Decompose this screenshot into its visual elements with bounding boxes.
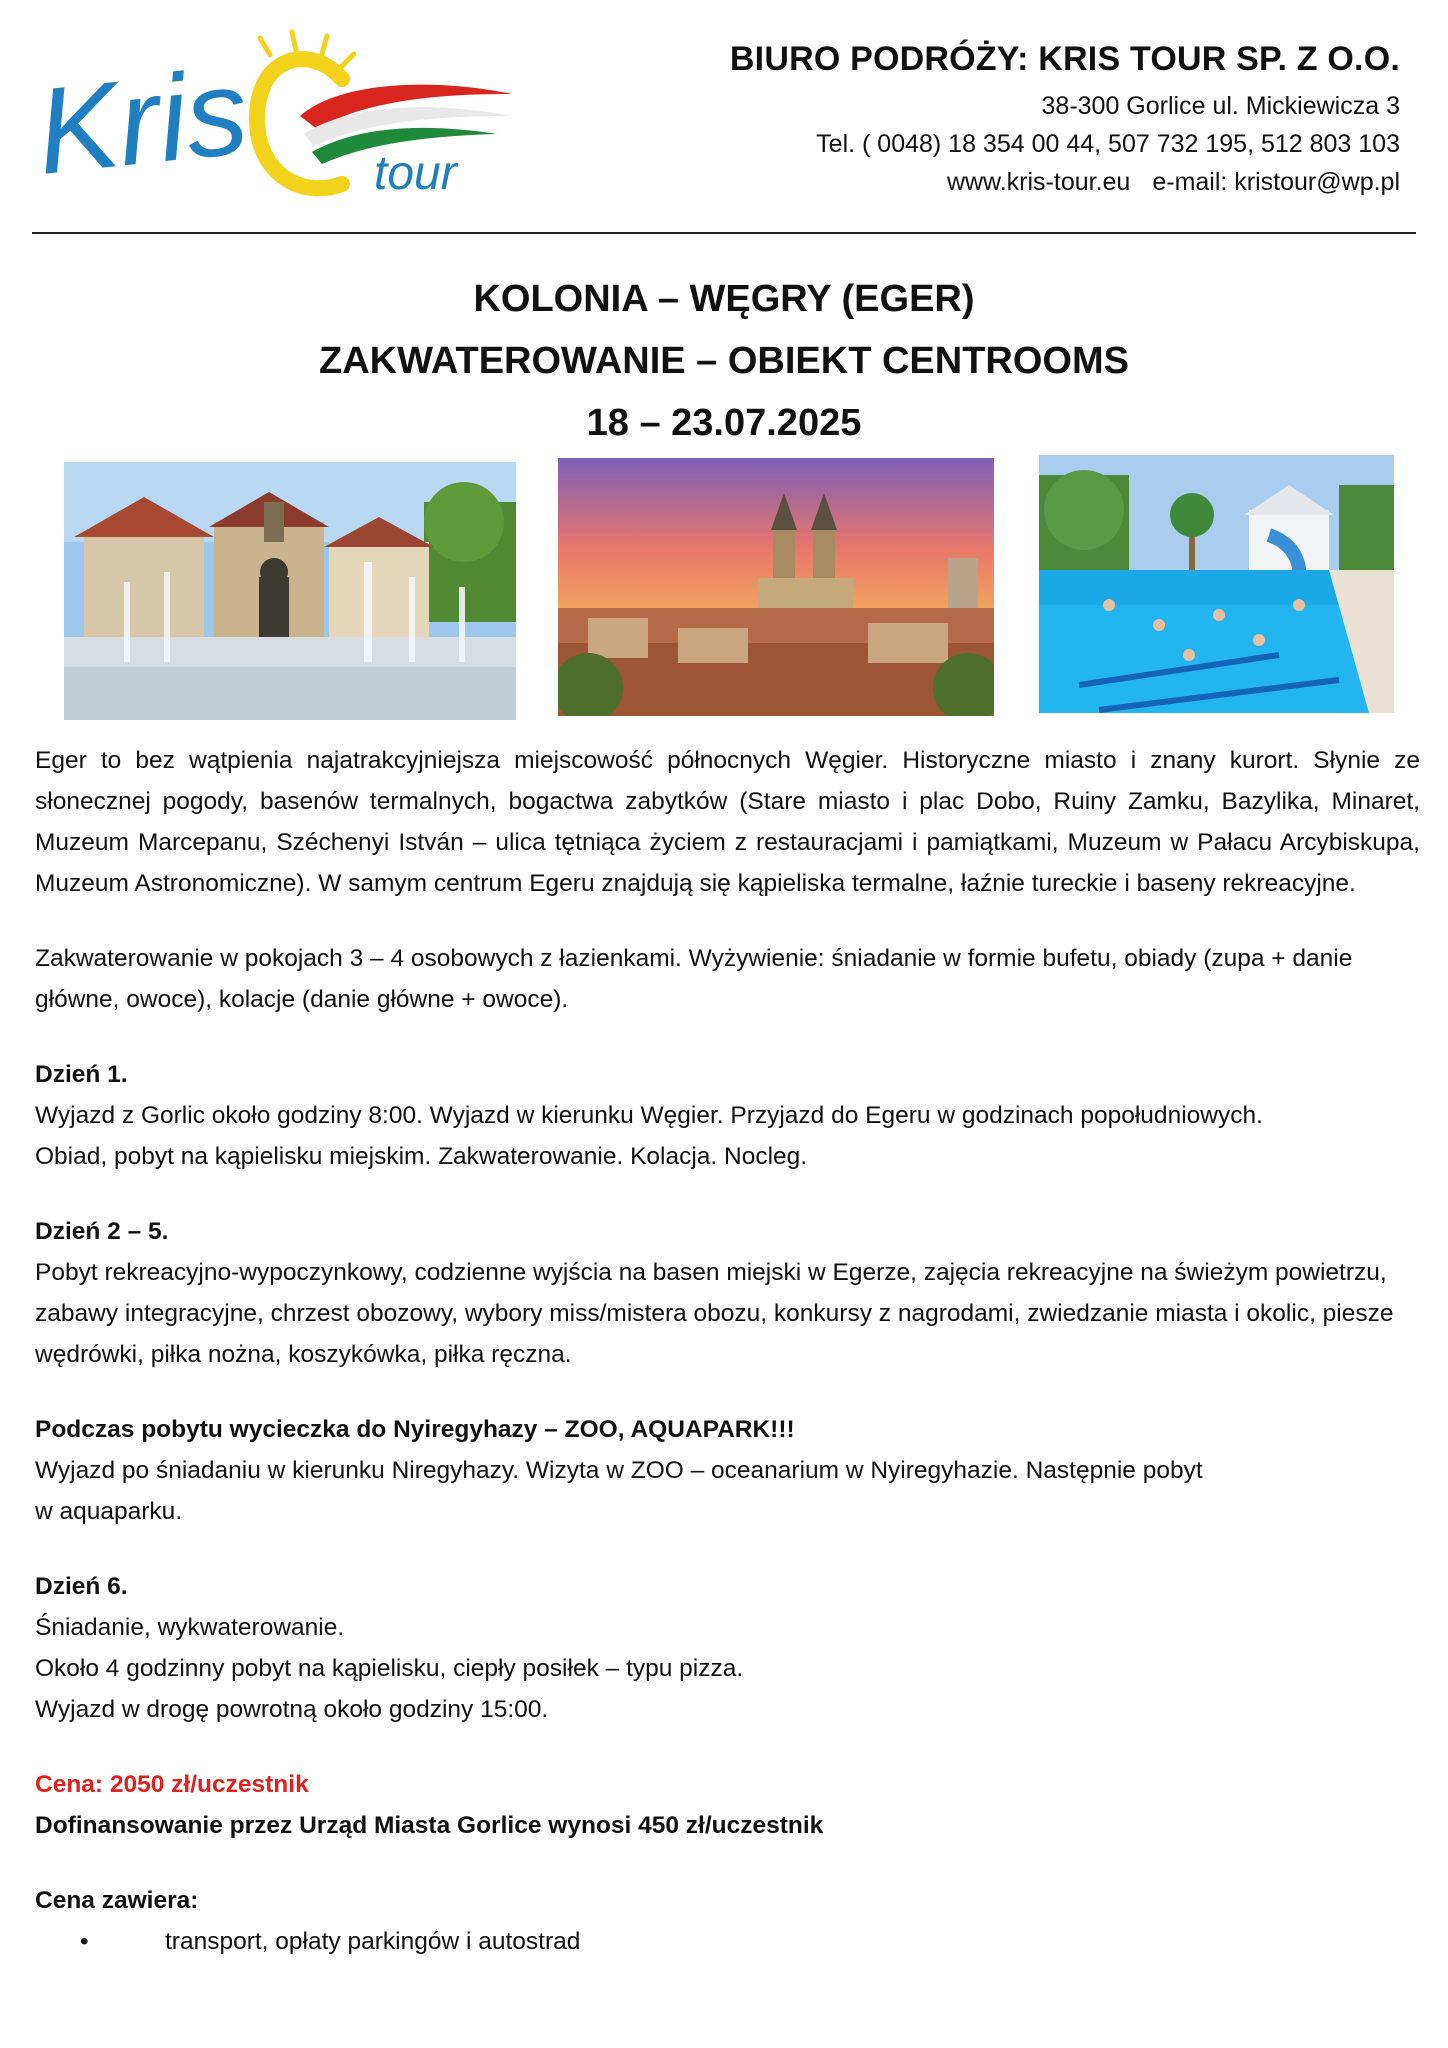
day-text: Wyjazd w drogę powrotną około godziny 15:00. (35, 1696, 549, 1723)
title-dates: 18 – 23.07.2025 (586, 402, 862, 444)
photo-eger-square (64, 462, 516, 720)
page-title-block (0, 268, 1448, 454)
intro-paragraph: Eger to bez wątpienia najatrakcyjniejsza miejscowość północnych Węgier. Historyczne miasto i znany kurort. Słynie ze słonecznej pogody, basenów termalnych, bogactwa zabytków (Stare miasto i plac Dobo, Ruiny Zamku, Bazylika, Minaret, Muzeum Marcepanu, Széchenyi István – ulica tętniąca życiem z restauracjami i pamiątkami, Muzeum w Pałacu Arcybiskupa, Muzeum Astronomiczne). W samym centrum Egeru znajdują się kąpieliska termalne, łaźnie tureckie i baseny rekreacyjne. (35, 747, 1420, 897)
day-section (35, 1054, 1420, 1177)
includes-list (35, 1921, 1420, 1962)
title-line-2: ZAKWATEROWANIE – OBIEKT CENTROOMS (319, 340, 1129, 382)
day-text: Obiad, pobyt na kąpielisku miejskim. Zakwaterowanie. Kolacja. Nocleg. (35, 1143, 808, 1170)
day-text: Wyjazd po śniadaniu w kierunku Niregyhazy. Wizyta w ZOO – oceanarium w Nyiregyhazie. Następnie pobyt (35, 1457, 1203, 1484)
company-website-link[interactable]: www.kris-tour.eu (946, 168, 1131, 196)
subsidy: Dofinansowanie przez Urząd Miasta Gorlice wynosi 450 zł/uczestnik (35, 1812, 824, 1839)
company-web-email (730, 163, 1400, 201)
logo-word-kris: Kris (42, 42, 254, 200)
company-address: 38-300 Gorlice ul. Mickiewicza 3 (1041, 92, 1400, 120)
list-item: • transport, opłaty parkingów i autostrad (35, 1921, 1420, 1962)
includes-heading: Cena zawiera: (35, 1887, 199, 1914)
day-section (35, 1211, 1420, 1375)
title-line-1: KOLONIA – WĘGRY (EGER) (473, 278, 975, 320)
day-heading: Dzień 6. (35, 1573, 128, 1600)
price-section (35, 1764, 1420, 1846)
company-email-link[interactable]: e-mail: kristour@wp.pl (1152, 168, 1400, 196)
price: Cena: 2050 zł/uczestnik (35, 1771, 309, 1798)
offer-description (35, 740, 1420, 1962)
header-divider (32, 232, 1416, 234)
day-heading: Dzień 2 – 5. (35, 1218, 169, 1245)
day-text: Pobyt rekreacyjno-wypoczynkowy, codzienne wyjścia na basen miejski w Egerze, zajęcia rekreacyjne na świeżym powietrzu, zabawy integracyjne, chrzest obozowy, wybory miss/mistera obozu, konkursy z nagrodami, zwiedzanie miasta i okolic, piesze wędrówki, piłka nożna, koszykówka, piłka ręczna. (35, 1259, 1394, 1368)
day-text: Około 4 godzinny pobyt na kąpielisku, ciepły posiłek – typu pizza. (35, 1655, 744, 1682)
company-phone: Tel. ( 0048) 18 354 00 44, 507 732 195, 512 803 103 (816, 130, 1400, 158)
excursion-heading: Podczas pobytu wycieczka do Nyiregyhazy – ZOO, AQUAPARK!!! (35, 1416, 795, 1443)
photo-eger-cathedral (558, 458, 994, 716)
company-name: BIURO PODRÓŻY: KRIS TOUR SP. Z O.O. (729, 40, 1400, 78)
company-info (730, 40, 1400, 201)
photo-thermal-pool (1039, 455, 1394, 713)
accommodation-paragraph: Zakwaterowanie w pokojach 3 – 4 osobowych z łazienkami. Wyżywienie: śniadanie w formie bufetu, obiady (zupa + danie główne, owoce), kolacje (danie główne + owoce). (35, 945, 1353, 1013)
day-section (35, 1566, 1420, 1730)
day-text: w aquaparku. (35, 1498, 183, 1525)
day-section (35, 1409, 1420, 1532)
company-logo (42, 24, 542, 214)
day-text: Śniadanie, wykwaterowanie. (35, 1614, 345, 1641)
day-heading: Dzień 1. (35, 1061, 128, 1088)
includes-section (35, 1880, 1420, 1962)
day-text: Wyjazd z Gorlic około godziny 8:00. Wyjazd w kierunku Węgier. Przyjazd do Egeru w godzinach popołudniowych. (35, 1102, 1263, 1129)
logo-word-tour: tour (374, 147, 457, 200)
